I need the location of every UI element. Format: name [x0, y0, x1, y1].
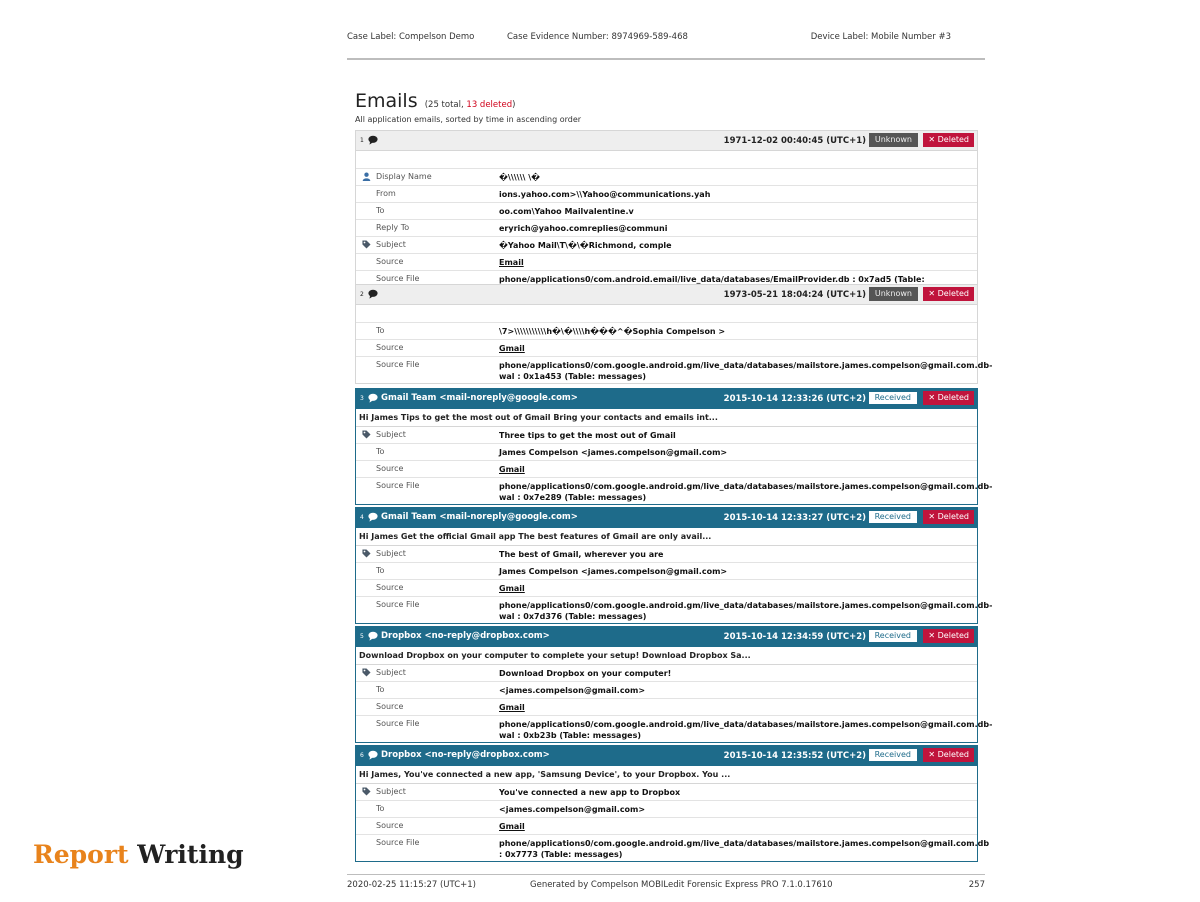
field-row — [356, 461, 977, 478]
deleted-badge: ✕ Deleted — [923, 510, 974, 524]
email-card — [355, 284, 993, 384]
field-row — [356, 357, 993, 383]
source-link[interactable]: Gmail — [499, 344, 525, 353]
field-label: Source File — [376, 360, 420, 369]
email-card — [355, 507, 993, 624]
speech-bubble-icon — [368, 512, 378, 522]
status-badge: Received — [868, 510, 918, 524]
count-total: (25 total, — [424, 100, 467, 110]
source-link[interactable]: Gmail — [499, 465, 525, 474]
field-row — [356, 427, 977, 444]
email-timestamp: 2015-10-14 12:34:59 (UTC+2) — [723, 632, 866, 642]
email-index: 5 — [360, 633, 364, 640]
field-label: Source — [376, 257, 404, 266]
page-footer — [347, 874, 985, 894]
field-row — [356, 716, 993, 742]
field-label: Source — [376, 343, 404, 352]
field-label: Source File — [376, 274, 420, 283]
email-index: 6 — [360, 752, 364, 759]
case-evidence-number: Case Evidence Number: 8974969-589-468 — [507, 32, 688, 42]
email-card-header — [356, 389, 977, 409]
field-row — [356, 254, 977, 271]
email-card-header — [356, 285, 977, 305]
field-label: Subject — [376, 668, 406, 677]
email-card-header — [356, 131, 977, 151]
field-label: Subject — [376, 549, 406, 558]
speech-bubble-icon — [368, 750, 378, 760]
field-row — [356, 665, 977, 682]
footer-date: 2020-02-25 11:15:27 (UTC+1) — [347, 880, 476, 890]
deleted-badge: ✕ Deleted — [923, 391, 974, 405]
field-value: James Compelson <james.compelson@gmail.com> — [499, 448, 728, 457]
field-label: Source — [376, 821, 404, 830]
field-label: Source — [376, 702, 404, 711]
email-timestamp: 1973-05-21 18:04:24 (UTC+1) — [723, 290, 866, 300]
footer-generated-by: Generated by Compelson MOBILedit Forensic Express PRO 7.1.0.17610 — [530, 880, 833, 890]
source-link[interactable]: Gmail — [499, 703, 525, 712]
field-label: Source File — [376, 838, 420, 847]
field-value: <james.compelson@gmail.com> — [499, 686, 646, 695]
field-row — [356, 563, 977, 580]
field-label: Source — [376, 583, 404, 592]
email-card — [355, 626, 993, 743]
email-timestamp: 1971-12-02 00:40:45 (UTC+1) — [723, 136, 866, 146]
field-label: Source File — [376, 481, 420, 490]
field-row — [356, 580, 977, 597]
field-label: To — [376, 804, 385, 813]
field-row — [356, 699, 977, 716]
field-label: Reply To — [376, 223, 410, 232]
count-deleted: 13 deleted — [466, 100, 513, 110]
source-link[interactable]: Gmail — [499, 822, 525, 831]
field-row — [356, 784, 977, 801]
email-sender: Gmail Team <mail-noreply@google.com> — [381, 393, 578, 403]
device-label: Device Label: Mobile Number #3 — [810, 32, 951, 42]
email-timestamp: 2015-10-14 12:33:26 (UTC+2) — [723, 394, 866, 404]
field-value: Download Dropbox on your computer! — [499, 669, 672, 678]
email-sender: Dropbox <no-reply@dropbox.com> — [381, 631, 550, 641]
field-label: To — [376, 206, 385, 215]
email-card-header — [356, 746, 977, 766]
field-row — [356, 546, 977, 563]
email-timestamp: 2015-10-14 12:35:52 (UTC+2) — [723, 751, 866, 761]
field-value: James Compelson <james.compelson@gmail.com> — [499, 567, 728, 576]
field-row — [356, 444, 977, 461]
email-counts — [425, 100, 516, 110]
field-label: Source File — [376, 600, 420, 609]
email-timestamp: 2015-10-14 12:33:27 (UTC+2) — [723, 513, 866, 523]
field-row — [356, 220, 977, 237]
field-value: eryrich@yahoo.comreplies@communi — [499, 224, 668, 233]
case-label: Case Label: Compelson Demo — [347, 32, 475, 42]
field-label: From — [376, 189, 396, 198]
field-label: To — [376, 685, 385, 694]
field-row — [356, 186, 977, 203]
field-value: phone/applications0/com.google.android.gm/live_data/databases/mailstore.james.compelson@gmail.com.db-wal : 0xb23b (Table: messages) — [499, 720, 993, 740]
email-blank-row — [356, 151, 977, 169]
field-value: �Yahoo Mail\T\�\�Richmond, comple — [499, 241, 672, 250]
field-label: Subject — [376, 240, 406, 249]
email-preview: Hi James, You've connected a new app, 'Samsung Device', to your Dropbox. You ... — [356, 766, 977, 784]
field-value: phone/applications0/com.google.android.gm/live_data/databases/mailstore.james.compelson@gmail.com.db : 0x7773 (Table: messages) — [499, 839, 990, 859]
email-index: 4 — [360, 514, 364, 521]
field-row — [356, 835, 990, 861]
email-index: 2 — [360, 291, 364, 298]
source-link[interactable]: Email — [499, 258, 524, 267]
field-value: phone/applications0/com.android.email/live_data/databases/EmailProvider.db : 0x7ad5 (Table: — [499, 275, 925, 284]
email-card — [355, 388, 993, 505]
email-card-header — [356, 508, 977, 528]
status-badge: Received — [868, 748, 918, 762]
email-card — [355, 130, 978, 299]
field-row — [356, 597, 993, 623]
brand-word-report: Report — [33, 840, 129, 869]
tag-icon — [362, 430, 371, 439]
field-label: Subject — [376, 787, 406, 796]
source-link[interactable]: Gmail — [499, 584, 525, 593]
field-row — [356, 801, 977, 818]
brand-word-writing: Writing — [137, 840, 244, 869]
field-value: \7>\\\\\\\\\\\h�\�\\\\h���^�Sophia Compelson > — [499, 327, 726, 336]
footer-page-number: 257 — [968, 880, 985, 890]
email-preview: Hi James Get the official Gmail app The best features of Gmail are only avail... — [356, 528, 977, 546]
deleted-badge: ✕ Deleted — [923, 748, 974, 762]
speech-bubble-icon — [368, 289, 378, 299]
email-card — [355, 745, 990, 862]
field-row — [356, 478, 993, 504]
speech-bubble-icon — [368, 393, 378, 403]
email-sender: Dropbox <no-reply@dropbox.com> — [381, 750, 550, 760]
field-row — [356, 323, 977, 340]
tag-icon — [362, 787, 371, 796]
section-subtitle: All application emails, sorted by time in ascending order — [355, 115, 582, 124]
person-icon — [362, 172, 371, 181]
field-row — [356, 237, 977, 254]
email-preview: Download Dropbox on your computer to complete your setup! Download Dropbox Sa... — [356, 647, 977, 665]
report-writing-brand — [33, 840, 244, 869]
field-value: �\\\\\\ \� — [499, 173, 541, 182]
field-value: phone/applications0/com.google.android.gm/live_data/databases/mailstore.james.compelson@gmail.com.db-wal : 0x7d376 (Table: messages) — [499, 601, 993, 621]
field-value: Three tips to get the most out of Gmail — [499, 431, 676, 440]
email-index: 3 — [360, 395, 364, 402]
field-label: Display Name — [376, 172, 432, 181]
field-label: Source — [376, 464, 404, 473]
field-label: Subject — [376, 430, 406, 439]
status-badge: Received — [868, 391, 918, 405]
tag-icon — [362, 240, 371, 249]
tag-icon — [362, 549, 371, 558]
count-close: ) — [512, 100, 516, 110]
field-value: phone/applications0/com.google.android.gm/live_data/databases/mailstore.james.compelson@gmail.com.db-wal : 0x7e289 (Table: messages) — [499, 482, 993, 502]
email-card-header — [356, 627, 977, 647]
field-row — [356, 340, 977, 357]
status-badge: Unknown — [869, 133, 918, 147]
section-title-block — [355, 90, 515, 112]
email-blank-row — [356, 305, 977, 323]
field-value: ions.yahoo.com>\\Yahoo@communications.yah — [499, 190, 711, 199]
field-value: oo.com\Yahoo Mailvalentine.v — [499, 207, 634, 216]
field-label: To — [376, 447, 385, 456]
deleted-badge: ✕ Deleted — [923, 133, 974, 147]
field-label: To — [376, 566, 385, 575]
email-sender: Gmail Team <mail-noreply@google.com> — [381, 512, 578, 522]
email-preview: Hi James Tips to get the most out of Gmail Bring your contacts and emails int... — [356, 409, 977, 427]
field-row — [356, 818, 977, 835]
field-row — [356, 682, 977, 699]
speech-bubble-icon — [368, 631, 378, 641]
field-value: <james.compelson@gmail.com> — [499, 805, 646, 814]
deleted-badge: ✕ Deleted — [923, 629, 974, 643]
field-row — [356, 203, 977, 220]
speech-bubble-icon — [368, 135, 378, 145]
field-label: To — [376, 326, 385, 335]
status-badge: Received — [868, 629, 918, 643]
deleted-badge: ✕ Deleted — [923, 287, 974, 301]
field-row — [356, 169, 977, 186]
email-index: 1 — [360, 137, 364, 144]
page-title: Emails — [355, 90, 418, 112]
field-value: The best of Gmail, wherever you are — [499, 550, 664, 559]
status-badge: Unknown — [869, 287, 918, 301]
page-header — [347, 30, 985, 60]
tag-icon — [362, 668, 371, 677]
field-value: You've connected a new app to Dropbox — [499, 788, 681, 797]
field-label: Source File — [376, 719, 420, 728]
field-value: phone/applications0/com.google.android.gm/live_data/databases/mailstore.james.compelson@gmail.com.db-wal : 0x1a453 (Table: messages) — [499, 361, 993, 381]
